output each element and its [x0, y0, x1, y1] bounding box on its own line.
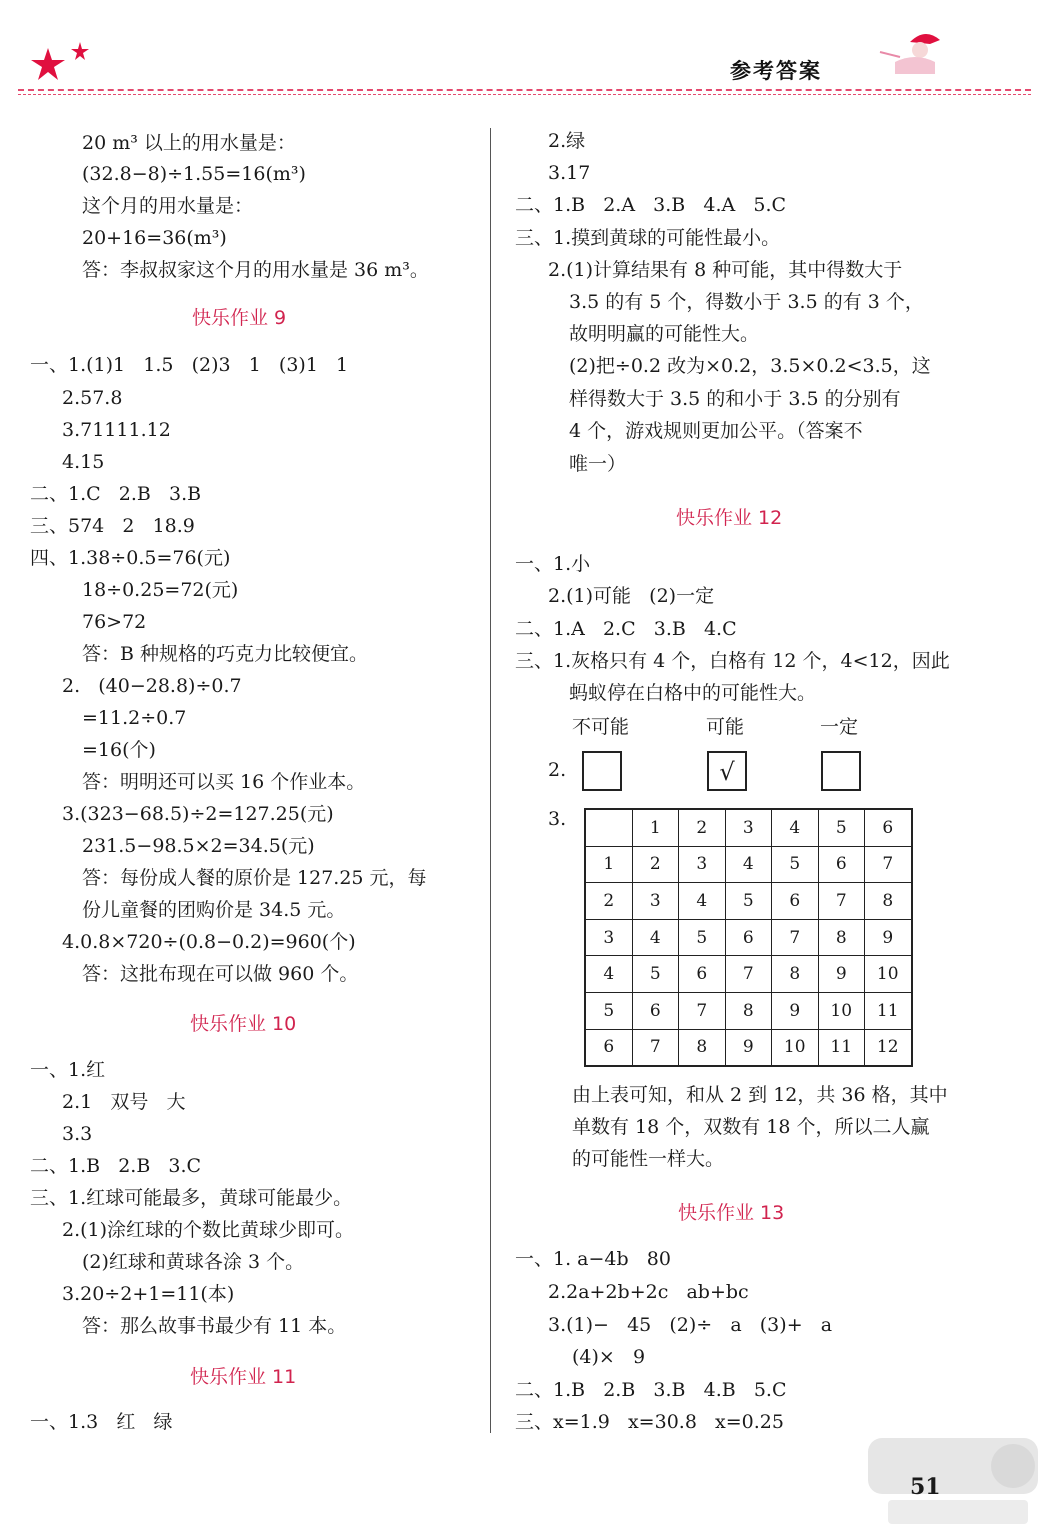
text-line: 唯一）	[569, 453, 627, 475]
table-cell: 6	[818, 846, 865, 883]
table-cell: 8	[772, 956, 819, 993]
table-cell: 7	[818, 883, 865, 920]
text-line: 一、1.小	[515, 553, 591, 575]
text-line: 2.57.8	[62, 387, 123, 409]
table-cell: 6	[679, 956, 726, 993]
table-row	[585, 956, 912, 993]
answer-box-checked: √	[707, 751, 747, 791]
text-line: 20+16=36(m³)	[82, 227, 227, 249]
table-cell: 2	[585, 883, 632, 920]
table-cell: 3	[679, 846, 726, 883]
text-line: 3.17	[548, 162, 591, 184]
text-line: 三、1.灰格只有 4 个，白格有 12 个，4<12，因此	[515, 650, 950, 672]
text-line: 答：李叔叔家这个月的用水量是 36 m³。	[82, 259, 429, 281]
text-line: 三、574 2 18.9	[30, 515, 195, 537]
question-number: 2.	[548, 759, 567, 781]
table-cell: 4	[632, 919, 679, 956]
table-cell: 11	[818, 1029, 865, 1066]
text-line: (32.8−8)÷1.55=16(m³)	[82, 163, 306, 185]
text-line: 3.3	[62, 1123, 93, 1145]
girl-illustration-icon	[875, 22, 955, 82]
text-line: 答：那么故事书最少有 11 本。	[82, 1315, 347, 1337]
table-cell: 5	[585, 992, 632, 1029]
table-cell: 8	[725, 992, 772, 1029]
table-cell: 4	[679, 883, 726, 920]
text-line: 4.15	[62, 451, 105, 473]
text-line: 3.(323−68.5)÷2=127.25(元)	[62, 803, 334, 825]
table-cell: 10	[818, 992, 865, 1029]
text-line: (2)红球和黄球各涂 3 个。	[82, 1251, 305, 1273]
section-title-11: 快乐作业 11	[190, 1366, 297, 1388]
table-cell: 8	[679, 1029, 726, 1066]
page-header	[0, 0, 1049, 100]
table-cell: 1	[585, 846, 632, 883]
table-cell: 5	[772, 846, 819, 883]
question-number: 3.	[548, 808, 567, 830]
text-line: 3.5 的有 5 个，得数小于 3.5 的有 3 个，	[569, 291, 924, 313]
table-cell: 6	[725, 919, 772, 956]
table-row	[585, 919, 912, 956]
text-line: 蚂蚁停在白格中的可能性大。	[569, 682, 817, 704]
table-cell: 4	[725, 846, 772, 883]
table-cell: 12	[865, 1029, 912, 1066]
table-row	[585, 809, 912, 846]
table-cell: 9	[772, 992, 819, 1029]
table-cell: 9	[725, 1029, 772, 1066]
table-cell: 7	[632, 1029, 679, 1066]
text-line: 份儿童餐的团购价是 34.5 元。	[82, 899, 346, 921]
answer-box	[821, 751, 861, 791]
text-line: 2.绿	[548, 130, 586, 152]
text-line: 3.(1)− 45 (2)÷ a (3)+ a	[548, 1314, 833, 1336]
section-title-12: 快乐作业 12	[676, 507, 783, 529]
page-number: 51	[910, 1474, 941, 1500]
text-line: 三、1.红球可能最多，黄球可能最少。	[30, 1187, 353, 1209]
text-line: 这个月的用水量是：	[82, 195, 254, 217]
option-label: 可能	[706, 716, 745, 738]
table-cell: 6	[585, 1029, 632, 1066]
text-line: 一、1.红	[30, 1059, 106, 1081]
table-row	[585, 1029, 912, 1066]
text-line: 76>72	[82, 611, 147, 633]
option-label: 一定	[820, 716, 859, 738]
text-line: 20 m³ 以上的用水量是：	[82, 132, 296, 154]
table-cell: 10	[772, 1029, 819, 1066]
text-line: 由上表可知，和从 2 到 12，共 36 格，其中	[572, 1084, 948, 1106]
text-line: 二、1.B 2.B 3.B 4.B 5.C	[515, 1379, 787, 1401]
table-cell: 5	[632, 956, 679, 993]
table-cell: 2	[632, 846, 679, 883]
text-line: 一、1. a−4b 80	[515, 1248, 671, 1270]
section-title-9: 快乐作业 9	[192, 307, 287, 329]
table-row	[585, 846, 912, 883]
text-line: 2.1 双号 大	[62, 1091, 186, 1113]
header-divider	[18, 89, 1031, 91]
text-line: 的可能性一样大。	[572, 1148, 725, 1170]
text-line: 单数有 18 个，双数有 18 个，所以二人赢	[572, 1116, 930, 1138]
text-line: 2. (40−28.8)÷0.7	[62, 675, 242, 697]
text-line: 二、1.B 2.A 3.B 4.A 5.C	[515, 194, 787, 216]
text-line: (2)把÷0.2 改为×0.2，3.5×0.2<3.5，这	[569, 355, 931, 377]
table-cell: 4	[772, 809, 819, 846]
text-line: 一、1.3 红 绿	[30, 1411, 173, 1433]
text-line: 3.71111.12	[62, 419, 171, 441]
text-line: 2.(1)涂红球的个数比黄球少即可。	[62, 1219, 355, 1241]
text-line: 3.20÷2+1=11(本)	[62, 1283, 235, 1305]
table-cell: 7	[772, 919, 819, 956]
table-cell: 7	[725, 956, 772, 993]
text-line: 三、1.摸到黄球的可能性最小。	[515, 227, 781, 249]
text-line: 2.(1)计算结果有 8 种可能，其中得数大于	[548, 259, 903, 281]
text-line: 四、1.38÷0.5=76(元)	[30, 547, 231, 569]
table-cell: 3	[632, 883, 679, 920]
text-line: 答：B 种规格的巧克力比较便宜。	[82, 643, 369, 665]
text-line: 2.(1)可能 (2)一定	[548, 585, 715, 607]
table-cell: 5	[725, 883, 772, 920]
table-cell: 3	[585, 919, 632, 956]
table-cell: 5	[679, 919, 726, 956]
text-line: 二、1.A 2.C 3.B 4.C	[515, 618, 737, 640]
column-divider	[490, 128, 491, 1433]
table-row	[585, 992, 912, 1029]
star-icon	[30, 40, 100, 85]
table-cell: 4	[585, 956, 632, 993]
text-line: 答：这批布现在可以做 960 个。	[82, 963, 359, 985]
table-cell: 10	[865, 956, 912, 993]
table-cell: 5	[818, 809, 865, 846]
text-line: 2.2a+2b+2c ab+bc	[548, 1281, 749, 1303]
text-line: 答：每份成人餐的原价是 127.25 元，每	[82, 867, 427, 889]
table-cell: 9	[818, 956, 865, 993]
table-cell	[585, 809, 632, 846]
table-row	[585, 883, 912, 920]
text-line: 故明明赢的可能性大。	[569, 323, 760, 345]
table-cell: 6	[772, 883, 819, 920]
section-title-10: 快乐作业 10	[190, 1013, 297, 1035]
table-cell: 7	[865, 846, 912, 883]
table-cell: 11	[865, 992, 912, 1029]
watermark-logo-icon	[868, 1430, 1038, 1530]
table-cell: 7	[679, 992, 726, 1029]
text-line: =11.2÷0.7	[82, 707, 187, 729]
text-line: (4)× 9	[572, 1346, 646, 1368]
option-label: 不可能	[572, 716, 630, 738]
table-cell: 9	[865, 919, 912, 956]
table-cell: 8	[818, 919, 865, 956]
section-title-13: 快乐作业 13	[678, 1202, 785, 1224]
text-line: 4 个，游戏规则更加公平。（答案不	[569, 420, 863, 442]
header-title: 参考答案	[730, 59, 822, 83]
text-line: 一、1.(1)1 1.5 (2)3 1 (3)1 1	[30, 354, 349, 376]
table-cell: 2	[679, 809, 726, 846]
text-line: 二、1.B 2.B 3.C	[30, 1155, 202, 1177]
text-line: 二、1.C 2.B 3.B	[30, 483, 202, 505]
table-cell: 1	[632, 809, 679, 846]
text-line: 18÷0.25=72(元)	[82, 579, 239, 601]
table-cell: 6	[865, 809, 912, 846]
table-cell: 3	[725, 809, 772, 846]
table-cell: 6	[632, 992, 679, 1029]
text-line: 样得数大于 3.5 的和小于 3.5 的分别有	[569, 388, 901, 410]
text-line: 三、x=1.9 x=30.8 x=0.25	[515, 1411, 784, 1433]
header-divider-thin	[18, 94, 1031, 95]
text-line: 答：明明还可以买 16 个作业本。	[82, 771, 366, 793]
text-line: =16(个)	[82, 739, 156, 761]
text-line: 4.0.8×720÷(0.8−0.2)=960(个)	[62, 931, 356, 953]
text-line: 231.5−98.5×2=34.5(元)	[82, 835, 315, 857]
sum-table	[584, 808, 913, 1067]
answer-box	[582, 751, 622, 791]
table-cell: 8	[865, 883, 912, 920]
